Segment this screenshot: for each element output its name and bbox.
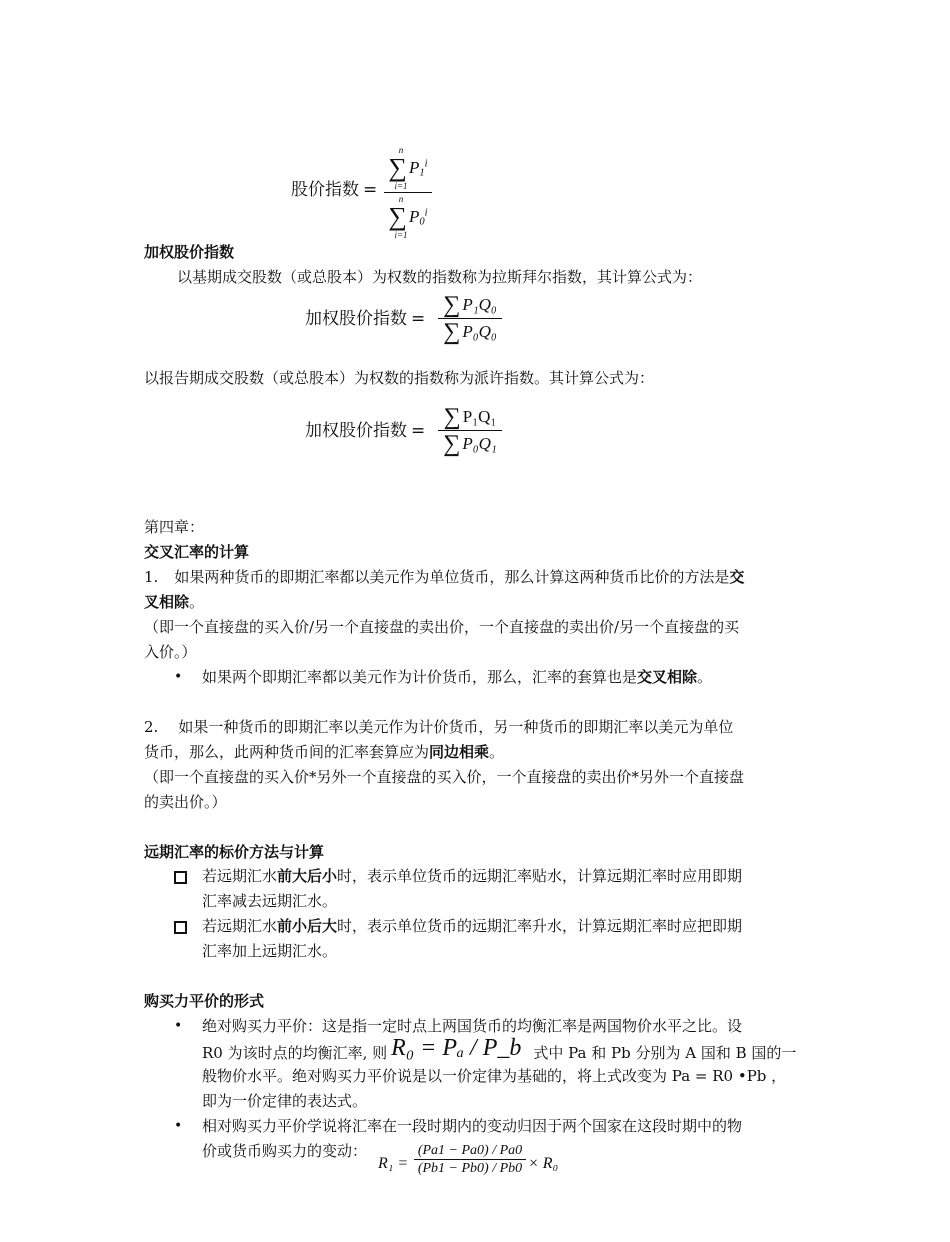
cross-p2-line2: 货币，那么，此两种货币间的汇率套算应为同边相乘。: [144, 743, 505, 761]
bullet-dot: •: [174, 669, 183, 685]
cross-bullet: 如果两个即期汇率都以美元作为计价货币，那么，汇率的套算也是交叉相除。: [202, 668, 713, 686]
cross-p1-note-line1: （即一个直接盘的买入价/另一个直接盘的卖出价，一个直接盘的卖出价/另一个直接盘的买: [144, 618, 740, 636]
upper-limit: n: [398, 145, 404, 155]
upper-limit-den: n: [398, 194, 404, 204]
numerator: ∑ $P_1^i$: [388, 153, 428, 182]
chapter-label: 第四章：: [144, 518, 205, 536]
rel-ppp-fraction: (Pa1 − Pa0) / Pa0 (Pb1 − Pb0) / Pb0: [414, 1142, 526, 1177]
formula-simple-lhs: 股价指数 =: [291, 180, 378, 200]
cross-p2-line1: 2. 如果一种货币的即期汇率以美元作为计价货币，另一种货币的即期汇率以美元为单位: [144, 718, 734, 736]
paasche-intro: 以报告期成交股数（或总股本）为权数的指数称为派许指数。其计算公式为：: [144, 369, 655, 387]
cross-p1-note-line2: 入价。）: [144, 643, 197, 661]
denominator: ∑ $P_0^i$: [388, 202, 428, 231]
lower-limit-den: i=1: [394, 230, 408, 240]
forward-item1-line2: 汇率减去远期汇水。: [202, 892, 338, 910]
formula-simple-fraction: [384, 145, 432, 240]
cross-rate-heading: 交叉汇率的计算: [144, 543, 250, 561]
checkbox-icon: [174, 921, 187, 934]
cross-p1-line2: 叉相除。: [144, 593, 205, 611]
ppp-abs-line4: 即为一价定律的表达式。: [202, 1092, 368, 1110]
formula-paasche-fraction: ∑ P₁Q₁ ∑ P₀Q₁: [438, 404, 502, 457]
cross-p1-line1: 1. 如果两种货币的即期汇率都以美元作为单位货币，那么计算这两种货币比价的方法是交: [144, 568, 745, 586]
ppp-heading: 购买力平价的形式: [144, 992, 265, 1010]
weighted-index-heading: 加权股价指数: [144, 243, 235, 261]
ppp-abs-line1: 绝对购买力平价：这是指一定时点上两国货币的均衡汇率是两国物价水平之比。设: [202, 1017, 743, 1035]
forward-item1-line1: 若远期汇水前大后小时，表示单位货币的远期汇率贴水，计算远期汇率时应用即期: [202, 867, 743, 885]
bullet-dot: •: [174, 1018, 183, 1034]
formula-paasche-lhs: 加权股价指数 =: [305, 421, 426, 441]
ppp-rel-line1: 相对购买力平价学说将汇率在一段时期内的变动归因于两个国家在这段时期中的物: [202, 1117, 743, 1135]
rel-ppp-rhs: × R₀: [528, 1155, 559, 1172]
laspeyres-intro: 以基期成交股数（或总股本）为权数的指数称为拉斯拜尔指数，其计算公式为：: [177, 268, 703, 286]
cross-p2-note-line1: （即一个直接盘的买入价*另外一个直接盘的买入价，一个直接盘的卖出价*另外一个直接盘: [144, 768, 745, 786]
ppp-abs-line3: 般物价水平。绝对购买力平价说是以一价定律为基础的，将上式改变为 Pa = R0 •Pb ，: [202, 1067, 787, 1085]
abs-ppp-formula: R₀ = Pₐ / P_b: [391, 1035, 522, 1061]
rel-ppp-lhs: R₁ =: [378, 1155, 409, 1172]
forward-item2-line1: 若远期汇水前小后大时，表示单位货币的远期汇率升水，计算远期汇率时应把即期: [202, 917, 743, 935]
bullet-dot: •: [174, 1118, 183, 1134]
forward-heading: 远期汇率的标价方法与计算: [144, 843, 325, 861]
lower-limit: i=1: [394, 181, 408, 191]
ppp-abs-line2: R0 为该时点的均衡汇率, 则 R₀ = Pₐ / P_b 式中 Pa 和 Pb 分别为 A 国和 B 国的一: [202, 1035, 797, 1062]
cross-p2-note-line2: 的卖出价。）: [144, 793, 227, 811]
formula-laspeyres-fraction: ∑ P₁Q₀ ∑ P₀Q₀: [438, 292, 502, 345]
formula-laspeyres-lhs: 加权股价指数 =: [305, 309, 426, 329]
forward-item2-line2: 汇率加上远期汇水。: [202, 942, 338, 960]
checkbox-icon: [174, 871, 187, 884]
ppp-rel-line2: 价或货币购买力的变动：: [202, 1142, 368, 1160]
